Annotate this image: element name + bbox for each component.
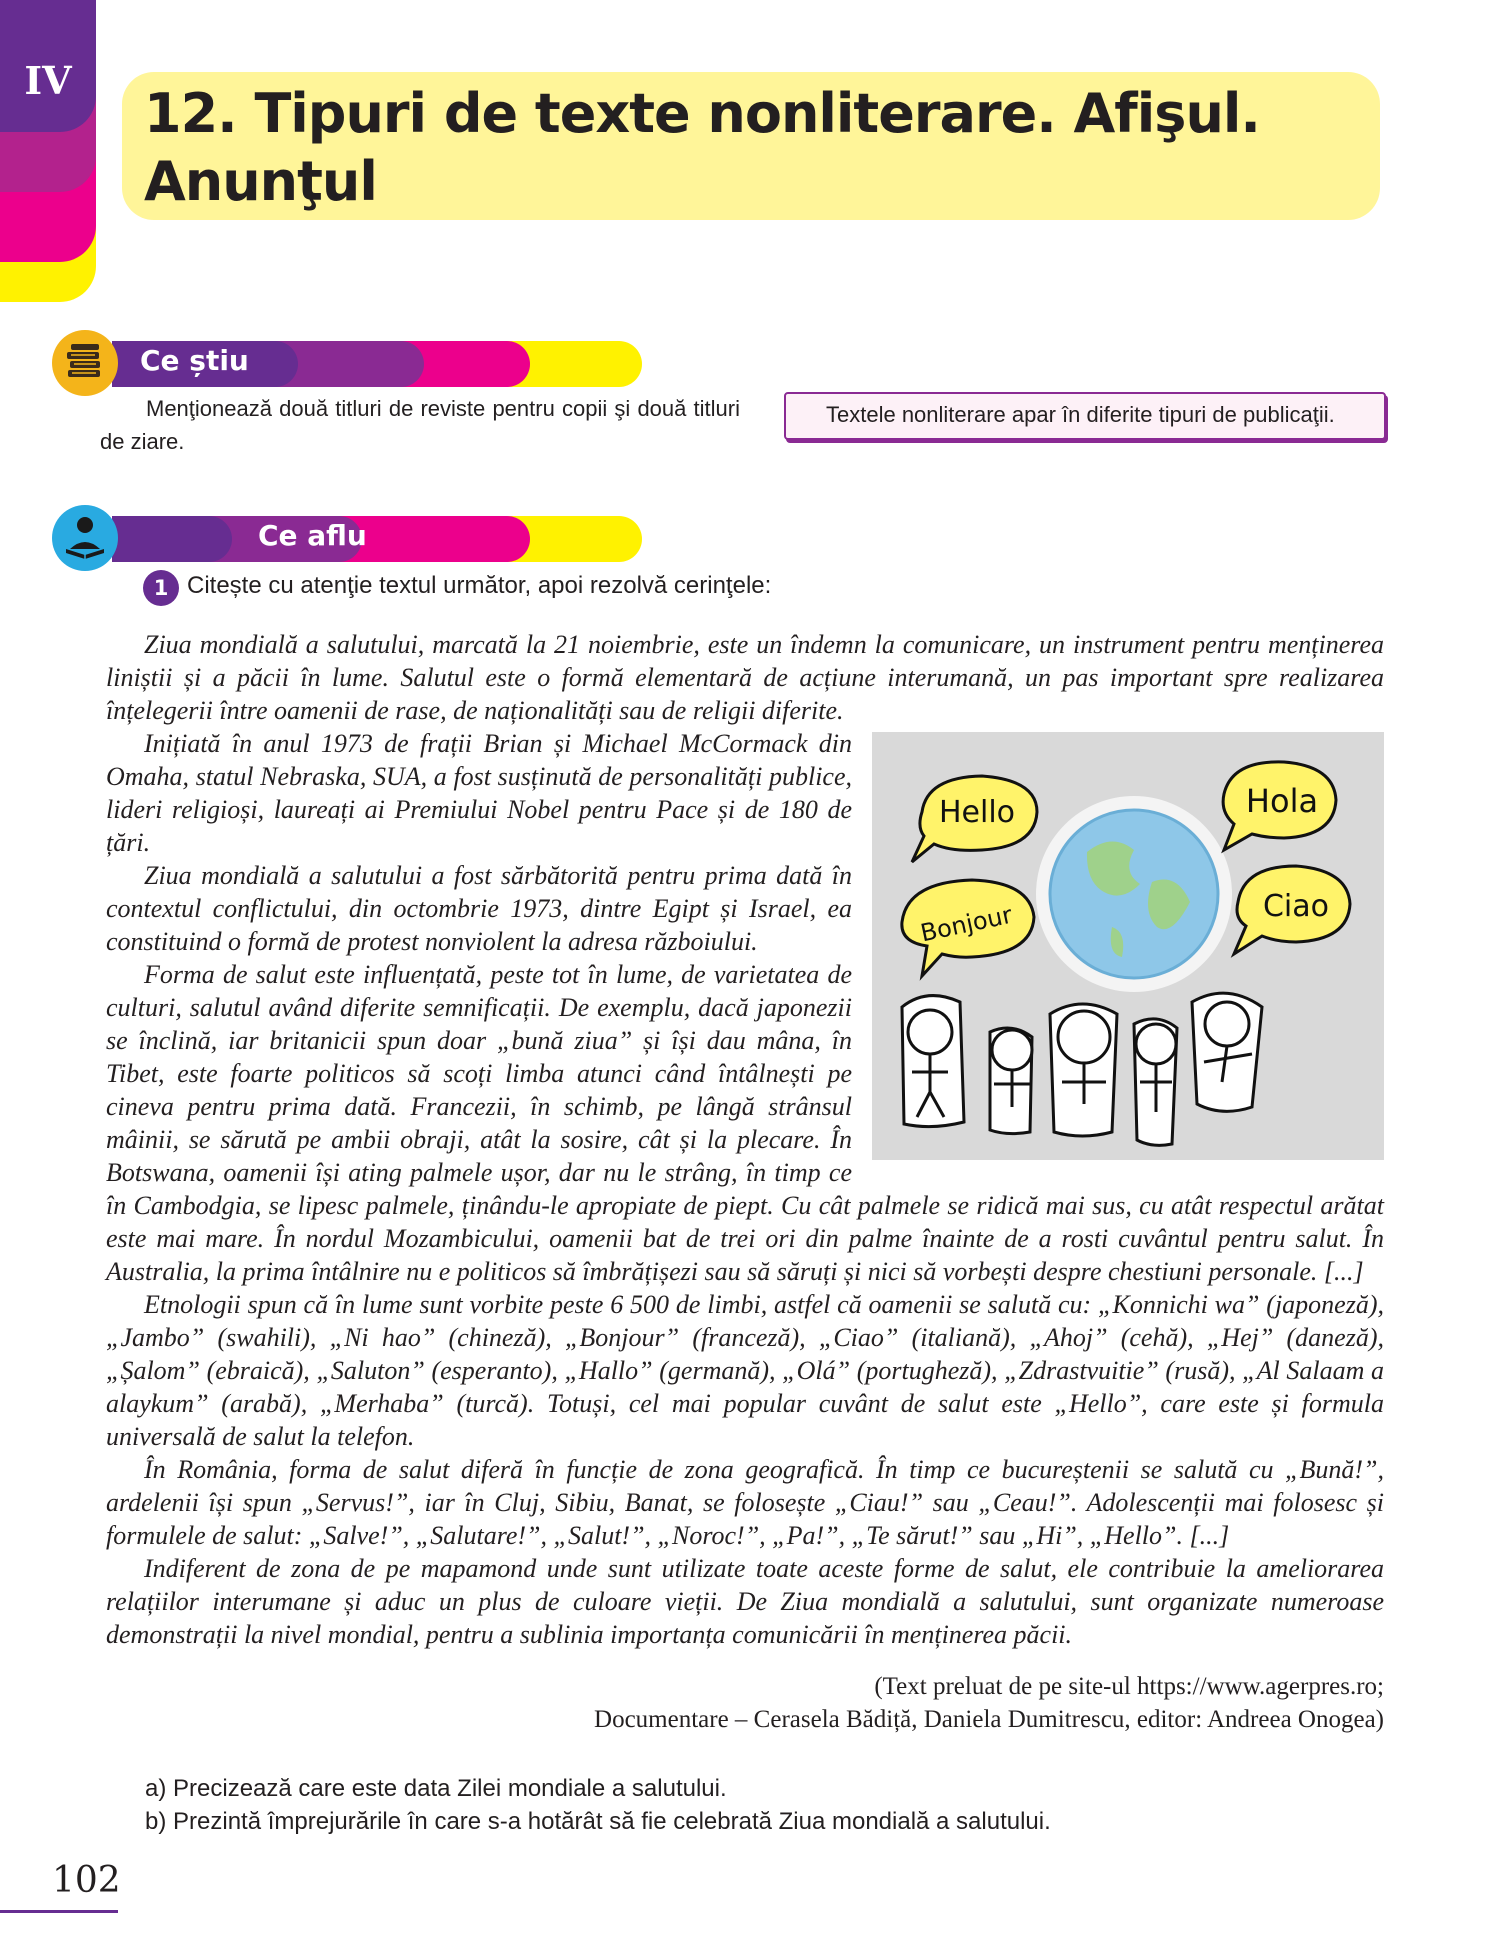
note-text: Textele nonliterare apar în diferite tipuri de publicaţii. [826,402,1335,427]
bubble-ciao-text: Ciao [1262,889,1330,924]
article-paragraph-6: În România, forma de salut diferă în funcție de zona geografică. În timp ce bucureștenii se salută cu „Bună!”, ardelenii își spun „Servus!”, iar în Cluj, Sibiu, Banat, se folosește „Ciau!” sau „Ceau!”. Adolescenții mai folosesc și formulele de salut: „Salve!”, „Salutare!”, „Salut!”, „Noroc!”, „Pa!”, „Te sărut!” sau „Hi”, „Hello”. [...] [106,1455,1384,1550]
lesson-title [144,80,1260,216]
task-a: a) Precizează care este data Zilei mondiale a salutului. [145,1775,727,1802]
lesson-title-line1: 12. Tipuri de texte nonliterare. Afişul. [144,82,1260,145]
task-b: b) Prezintă împrejurările în care s-a hotărât să fie celebrată Ziua mondială a salutului. [145,1808,1051,1835]
section-banner-ce-stiu [52,330,612,396]
article-paragraph-2-text: Inițiată în anul 1973 de frații Brian și Michael McCormack din Omaha, statul Nebraska, SUA, a fost susținută de personalități publice, lideri religioși, laureați ai Premiului Nobel pentru Pace și de 180 de țări. [106,729,852,857]
article-source [106,1670,1384,1736]
chapter-number: IV [24,58,72,103]
source-line-2: Documentare – Cerasela Bădiță, Daniela Dumitrescu, editor: Andreea Onogea) [594,1706,1384,1733]
bubble-hola-text: Hola [1245,782,1319,820]
source-line-1: (Text preluat de pe site-ul https://www.agerpres.ro; [874,1673,1384,1700]
exercise-tasks [145,1772,1051,1838]
article-paragraph-1: Ziua mondială a salutului, marcată la 21 noiembrie, este un îndemn la comunicare, un instrument pentru menținerea liniștii și a păcii în lume. Salutul este o formă elementară de acțiune interumană, un pas important spre realizarea înțelegerii între oamenii de rase, de naționalități sau de religii diferite. [106,630,1384,725]
books-icon [52,330,118,396]
article-text [106,628,1384,1651]
article-paragraph-5: Etnologii spun că în lume sunt vorbite peste 6 500 de limbi, astfel că oamenii se salută cu: „Konnichi wa” (japoneză), „Jambo” (swahili), „Ni hao” (chineză), „Bonjour” (franceză), „Ciao” (italiană), „Ahoj” (cehă), „Hej” (daneză), „Șalom” (ebraică), „Saluton” (esperanto), „Hallo” (germană), „Olá” (portugheză), „Zdrastvuitie” (rusă), „Al Salaam a alaykum” (arabă), „Merhaba” (turcă). Totuși, cel mai popular cuvânt de salut este „Hello”, care este și formula universală de salut la telefon. [106,1290,1384,1451]
bubble-bonjour-text: Bonjour [918,900,1015,948]
article-paragraph-4: Forma de salut este influențată, peste tot în lume, de varietatea de culturi, salutul având diferite semnificații. De exemplu, dacă japonezii se înclină, iar britanicii spun doar „bună ziua” și își dau mâna, în Tibet, este foarte politicos să scoți limba atunci când întâlnești pe cineva pentru prima dată. Francezii, în schimb, pe lângă strânsul mâinii, se sărută pe ambii obraji, atât la sosire, cât și la plecare. În Botswana, oamenii își ating palmele ușor, dar nu le strâng, în timp ce în Cambodgia, se lipesc palmele, ținându-le apropiate de piept. Cu cât palmele se ridică mai sus, cu atât respectul arătat este mai mare. În nordul Mozambicului, oamenii bat de trei ori din palme înainte de a rosti cuvântul pentru salut. În Australia, la prima întâlnire nu e politicos să îmbrățișezi sau să săruți și nici să vorbești despre chestiuni personale. [...] [106,960,1384,1286]
article-paragraph-7: Indiferent de zona de pe mapamond unde sunt utilizate toate aceste forme de salut, ele contribuie la ameliorarea relațiilor interumane și aduc un plus de culoare vieții. De Ziua mondială a salutului, sunt organizate numeroase demonstrații la nivel mondial, pentru a sublinia importanța comunicării în menținerea păcii. [106,1554,1384,1649]
exercise-number-badge: 1 [143,570,179,606]
greetings-illustration [872,732,1384,1160]
page-number-underline [0,1910,118,1913]
section-banner-ce-aflu [52,505,612,571]
page-number: 102 [52,1860,121,1901]
section-label-ce-stiu: Ce știu [140,344,249,377]
note-box [784,392,1386,440]
exercise-instruction: Citește cu atenţie textul următor, apoi rezolvă cerinţele: [187,572,772,599]
lesson-title-box [122,72,1380,220]
section-label-ce-aflu: Ce aflu [258,519,367,552]
chapter-tab [0,0,96,302]
reader-icon [52,505,118,571]
bubble-hello-text: Hello [938,795,1016,830]
lesson-title-line2: Anunţul [144,150,377,213]
article-paragraph-3: Ziua mondială a salutului a fost sărbătorită pentru prima dată în contextul conflictului, din octombrie 1973, dintre Egipt și Israel, ea constituind o formă de protest nonviolent la adresa războiului. [106,861,852,956]
warmup-question: Menţionează două titluri de reviste pentru copii şi două titluri de ziare. [100,396,740,454]
